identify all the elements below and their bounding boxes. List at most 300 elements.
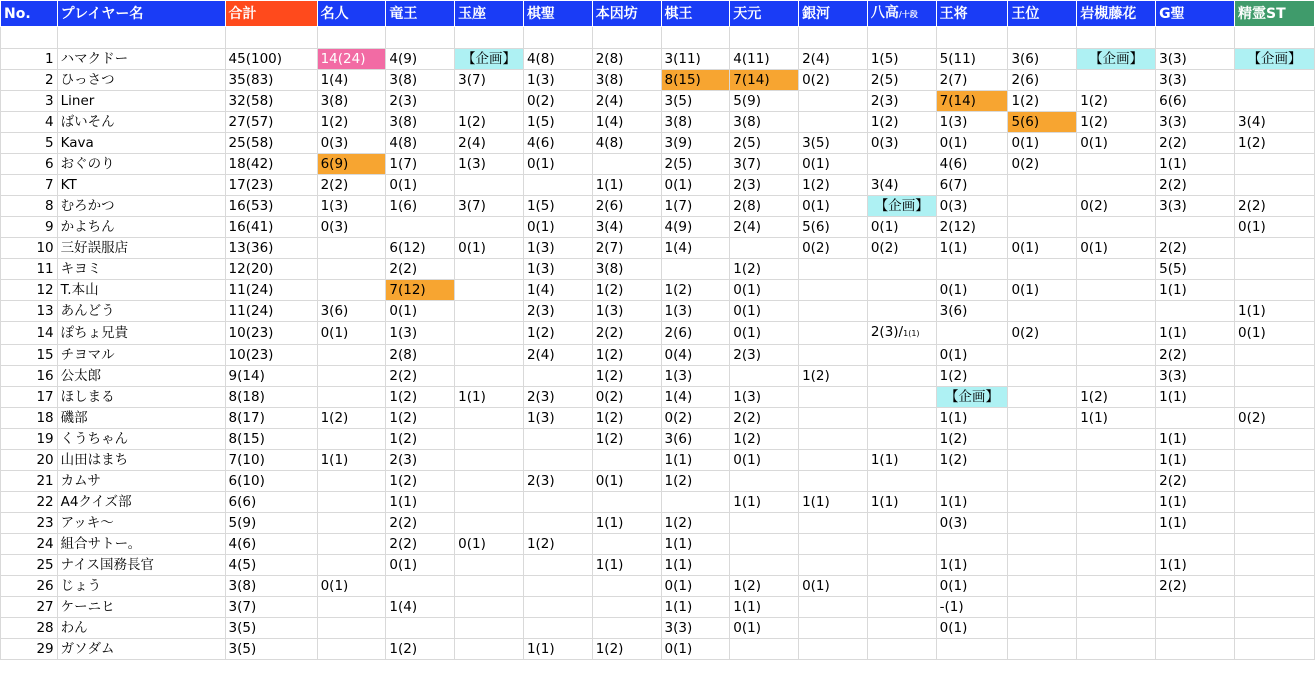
cell-kisei[interactable] (523, 154, 592, 175)
cell-honinbou[interactable] (592, 259, 661, 280)
row-number-cell[interactable]: 15 (1, 345, 58, 366)
cell-tengen[interactable] (730, 259, 799, 280)
cell-honinbou[interactable] (592, 91, 661, 112)
cell-honinbou[interactable] (592, 513, 661, 534)
cell-meijin[interactable] (317, 513, 386, 534)
cell-ginga[interactable] (799, 534, 868, 555)
cell-seirei-st[interactable] (1235, 387, 1315, 408)
cell-gyokuza[interactable] (455, 238, 524, 259)
cell-oui[interactable] (1008, 133, 1077, 154)
cell-gyokuza[interactable] (455, 471, 524, 492)
cell-seirei-st[interactable] (1235, 534, 1315, 555)
cell-meijin[interactable] (317, 618, 386, 639)
cell-kisei[interactable] (523, 301, 592, 322)
cell-hakkou[interactable] (867, 639, 936, 660)
cell-oushou[interactable] (936, 387, 1008, 408)
cell-ryuou[interactable] (386, 133, 455, 154)
cell-hakkou[interactable] (867, 471, 936, 492)
cell-gyokuza[interactable] (455, 387, 524, 408)
cell-meijin[interactable] (317, 154, 386, 175)
cell-kisei[interactable] (523, 196, 592, 217)
cell-honinbou[interactable] (592, 154, 661, 175)
cell-tengen[interactable] (730, 366, 799, 387)
cell-ryuou[interactable] (386, 408, 455, 429)
cell-iwatsuki[interactable] (1077, 301, 1156, 322)
player-name-cell[interactable] (57, 70, 225, 91)
cell-tengen[interactable] (730, 387, 799, 408)
cell-meijin[interactable] (317, 555, 386, 576)
cell-gyokuza[interactable] (455, 280, 524, 301)
player-name-cell[interactable] (57, 345, 225, 366)
empty-cell[interactable] (1008, 27, 1077, 49)
empty-cell[interactable] (1156, 27, 1235, 49)
cell-g-sei[interactable] (1156, 301, 1235, 322)
cell-tengen[interactable] (730, 429, 799, 450)
cell-g-sei[interactable] (1156, 322, 1235, 345)
cell-g-sei[interactable] (1156, 154, 1235, 175)
cell-hakkou[interactable] (867, 91, 936, 112)
cell-kisei[interactable] (523, 112, 592, 133)
row-number-cell[interactable]: 28 (1, 618, 58, 639)
header-kisei[interactable] (523, 1, 592, 27)
header-tengen[interactable] (730, 1, 799, 27)
cell-oui[interactable] (1008, 429, 1077, 450)
cell-total[interactable] (225, 70, 317, 91)
cell-meijin[interactable] (317, 366, 386, 387)
empty-cell[interactable] (1077, 27, 1156, 49)
cell-honinbou[interactable] (592, 576, 661, 597)
cell-gyokuza[interactable] (455, 513, 524, 534)
cell-hakkou[interactable] (867, 345, 936, 366)
cell-total[interactable] (225, 49, 317, 70)
empty-cell[interactable] (592, 27, 661, 49)
cell-ginga[interactable] (799, 175, 868, 196)
cell-total[interactable] (225, 112, 317, 133)
cell-honinbou[interactable] (592, 492, 661, 513)
cell-ryuou[interactable] (386, 259, 455, 280)
cell-gyokuza[interactable] (455, 618, 524, 639)
cell-iwatsuki[interactable] (1077, 238, 1156, 259)
cell-oushou[interactable] (936, 618, 1008, 639)
cell-gyokuza[interactable] (455, 534, 524, 555)
cell-hakkou[interactable] (867, 408, 936, 429)
player-name-cell[interactable] (57, 217, 225, 238)
cell-kisei[interactable] (523, 175, 592, 196)
cell-gyokuza[interactable] (455, 555, 524, 576)
cell-oui[interactable] (1008, 280, 1077, 301)
cell-hakkou[interactable] (867, 301, 936, 322)
cell-kiou[interactable] (661, 408, 730, 429)
cell-meijin[interactable] (317, 322, 386, 345)
cell-ryuou[interactable] (386, 91, 455, 112)
cell-honinbou[interactable] (592, 555, 661, 576)
cell-oushou[interactable] (936, 345, 1008, 366)
row-number-cell[interactable]: 10 (1, 238, 58, 259)
cell-tengen[interactable] (730, 175, 799, 196)
cell-iwatsuki[interactable] (1077, 576, 1156, 597)
cell-tengen[interactable] (730, 408, 799, 429)
cell-meijin[interactable] (317, 175, 386, 196)
cell-hakkou[interactable] (867, 133, 936, 154)
cell-ryuou[interactable] (386, 49, 455, 70)
cell-ryuou[interactable] (386, 301, 455, 322)
cell-tengen[interactable] (730, 238, 799, 259)
header-total[interactable] (225, 1, 317, 27)
row-number-cell[interactable]: 25 (1, 555, 58, 576)
cell-hakkou[interactable] (867, 492, 936, 513)
row-number-cell[interactable]: 1 (1, 49, 58, 70)
cell-seirei-st[interactable] (1235, 492, 1315, 513)
cell-seirei-st[interactable] (1235, 112, 1315, 133)
cell-g-sei[interactable] (1156, 387, 1235, 408)
cell-hakkou[interactable] (867, 450, 936, 471)
empty-cell[interactable] (317, 27, 386, 49)
cell-oushou[interactable] (936, 471, 1008, 492)
cell-tengen[interactable] (730, 112, 799, 133)
cell-meijin[interactable] (317, 301, 386, 322)
cell-oui[interactable] (1008, 196, 1077, 217)
cell-g-sei[interactable] (1156, 70, 1235, 91)
cell-meijin[interactable] (317, 345, 386, 366)
cell-honinbou[interactable] (592, 639, 661, 660)
cell-tengen[interactable] (730, 555, 799, 576)
cell-seirei-st[interactable] (1235, 555, 1315, 576)
cell-oui[interactable] (1008, 154, 1077, 175)
cell-kiou[interactable] (661, 597, 730, 618)
row-number-cell[interactable]: 27 (1, 597, 58, 618)
row-number-cell[interactable]: 14 (1, 322, 58, 345)
cell-hakkou[interactable] (867, 555, 936, 576)
empty-cell[interactable] (57, 27, 225, 49)
cell-kisei[interactable] (523, 618, 592, 639)
cell-g-sei[interactable] (1156, 492, 1235, 513)
cell-kiou[interactable] (661, 133, 730, 154)
cell-iwatsuki[interactable] (1077, 639, 1156, 660)
cell-g-sei[interactable] (1156, 618, 1235, 639)
cell-iwatsuki[interactable] (1077, 175, 1156, 196)
cell-oui[interactable] (1008, 471, 1077, 492)
cell-hakkou[interactable] (867, 49, 936, 70)
empty-cell[interactable] (386, 27, 455, 49)
cell-gyokuza[interactable] (455, 70, 524, 91)
cell-iwatsuki[interactable] (1077, 345, 1156, 366)
cell-ryuou[interactable] (386, 639, 455, 660)
cell-iwatsuki[interactable] (1077, 154, 1156, 175)
cell-ryuou[interactable] (386, 471, 455, 492)
player-name-cell[interactable] (57, 301, 225, 322)
cell-kisei[interactable] (523, 133, 592, 154)
cell-oui[interactable] (1008, 345, 1077, 366)
cell-seirei-st[interactable] (1235, 576, 1315, 597)
cell-g-sei[interactable] (1156, 217, 1235, 238)
header-oushou[interactable] (936, 1, 1008, 27)
cell-oui[interactable] (1008, 322, 1077, 345)
cell-kiou[interactable] (661, 175, 730, 196)
player-name-cell[interactable] (57, 91, 225, 112)
cell-kisei[interactable] (523, 322, 592, 345)
cell-total[interactable] (225, 259, 317, 280)
cell-meijin[interactable] (317, 471, 386, 492)
player-name-cell[interactable] (57, 429, 225, 450)
cell-gyokuza[interactable] (455, 576, 524, 597)
cell-oui[interactable] (1008, 450, 1077, 471)
cell-g-sei[interactable] (1156, 366, 1235, 387)
cell-seirei-st[interactable] (1235, 322, 1315, 345)
cell-hakkou[interactable] (867, 259, 936, 280)
row-number-cell[interactable]: 4 (1, 112, 58, 133)
cell-meijin[interactable] (317, 196, 386, 217)
cell-oushou[interactable] (936, 196, 1008, 217)
cell-seirei-st[interactable] (1235, 154, 1315, 175)
cell-gyokuza[interactable] (455, 217, 524, 238)
player-name-cell[interactable] (57, 175, 225, 196)
cell-seirei-st[interactable] (1235, 513, 1315, 534)
cell-gyokuza[interactable] (455, 450, 524, 471)
cell-ginga[interactable] (799, 576, 868, 597)
cell-hakkou[interactable] (867, 70, 936, 91)
cell-total[interactable] (225, 175, 317, 196)
header-seirei-st[interactable] (1235, 1, 1315, 27)
cell-kisei[interactable] (523, 576, 592, 597)
cell-hakkou[interactable] (867, 513, 936, 534)
cell-tengen[interactable] (730, 597, 799, 618)
player-name-cell[interactable] (57, 408, 225, 429)
empty-cell[interactable] (1235, 27, 1315, 49)
cell-iwatsuki[interactable] (1077, 471, 1156, 492)
cell-honinbou[interactable] (592, 366, 661, 387)
cell-oui[interactable] (1008, 618, 1077, 639)
row-number-cell[interactable]: 3 (1, 91, 58, 112)
cell-kisei[interactable] (523, 49, 592, 70)
cell-oushou[interactable] (936, 112, 1008, 133)
player-name-cell[interactable] (57, 576, 225, 597)
row-number-cell[interactable]: 29 (1, 639, 58, 660)
cell-kiou[interactable] (661, 238, 730, 259)
cell-g-sei[interactable] (1156, 259, 1235, 280)
player-name-cell[interactable] (57, 513, 225, 534)
header-hakkou[interactable] (867, 1, 936, 27)
cell-oushou[interactable] (936, 492, 1008, 513)
cell-total[interactable] (225, 513, 317, 534)
cell-seirei-st[interactable] (1235, 408, 1315, 429)
cell-gyokuza[interactable] (455, 154, 524, 175)
cell-total[interactable] (225, 576, 317, 597)
cell-g-sei[interactable] (1156, 408, 1235, 429)
cell-iwatsuki[interactable] (1077, 429, 1156, 450)
cell-total[interactable] (225, 217, 317, 238)
header-honinbou[interactable] (592, 1, 661, 27)
player-name-cell[interactable] (57, 196, 225, 217)
cell-g-sei[interactable] (1156, 133, 1235, 154)
cell-kisei[interactable] (523, 408, 592, 429)
cell-kiou[interactable] (661, 513, 730, 534)
cell-ryuou[interactable] (386, 112, 455, 133)
cell-hakkou[interactable] (867, 238, 936, 259)
player-name-cell[interactable] (57, 597, 225, 618)
cell-oushou[interactable] (936, 301, 1008, 322)
cell-total[interactable] (225, 471, 317, 492)
cell-oui[interactable] (1008, 597, 1077, 618)
cell-ryuou[interactable] (386, 70, 455, 91)
cell-kisei[interactable] (523, 259, 592, 280)
player-name-cell[interactable] (57, 322, 225, 345)
cell-ginga[interactable] (799, 471, 868, 492)
cell-tengen[interactable] (730, 217, 799, 238)
row-number-cell[interactable]: 11 (1, 259, 58, 280)
row-number-cell[interactable]: 8 (1, 196, 58, 217)
cell-oushou[interactable] (936, 133, 1008, 154)
cell-kiou[interactable] (661, 217, 730, 238)
cell-kiou[interactable] (661, 259, 730, 280)
cell-ginga[interactable] (799, 280, 868, 301)
row-number-cell[interactable]: 6 (1, 154, 58, 175)
cell-total[interactable] (225, 492, 317, 513)
cell-iwatsuki[interactable] (1077, 280, 1156, 301)
header-no[interactable] (1, 1, 58, 27)
cell-tengen[interactable] (730, 492, 799, 513)
cell-honinbou[interactable] (592, 450, 661, 471)
cell-total[interactable] (225, 450, 317, 471)
cell-gyokuza[interactable] (455, 91, 524, 112)
player-name-cell[interactable] (57, 492, 225, 513)
cell-hakkou[interactable] (867, 322, 936, 345)
empty-cell[interactable] (523, 27, 592, 49)
player-name-cell[interactable] (57, 112, 225, 133)
cell-honinbou[interactable] (592, 408, 661, 429)
cell-seirei-st[interactable] (1235, 345, 1315, 366)
empty-cell[interactable] (455, 27, 524, 49)
header-meijin[interactable] (317, 1, 386, 27)
cell-tengen[interactable] (730, 322, 799, 345)
cell-ryuou[interactable] (386, 576, 455, 597)
cell-seirei-st[interactable] (1235, 196, 1315, 217)
cell-hakkou[interactable] (867, 387, 936, 408)
cell-oushou[interactable] (936, 70, 1008, 91)
cell-oushou[interactable] (936, 154, 1008, 175)
cell-meijin[interactable] (317, 280, 386, 301)
cell-iwatsuki[interactable] (1077, 387, 1156, 408)
cell-gyokuza[interactable] (455, 322, 524, 345)
cell-iwatsuki[interactable] (1077, 513, 1156, 534)
cell-seirei-st[interactable] (1235, 301, 1315, 322)
cell-honinbou[interactable] (592, 429, 661, 450)
cell-oushou[interactable] (936, 408, 1008, 429)
cell-seirei-st[interactable] (1235, 366, 1315, 387)
empty-cell[interactable] (799, 27, 868, 49)
cell-seirei-st[interactable] (1235, 70, 1315, 91)
cell-iwatsuki[interactable] (1077, 450, 1156, 471)
cell-gyokuza[interactable] (455, 366, 524, 387)
cell-ginga[interactable] (799, 322, 868, 345)
cell-total[interactable] (225, 322, 317, 345)
cell-seirei-st[interactable] (1235, 597, 1315, 618)
cell-total[interactable] (225, 534, 317, 555)
cell-ginga[interactable] (799, 387, 868, 408)
cell-ryuou[interactable] (386, 618, 455, 639)
cell-total[interactable] (225, 555, 317, 576)
cell-meijin[interactable] (317, 597, 386, 618)
cell-oui[interactable] (1008, 513, 1077, 534)
cell-kisei[interactable] (523, 639, 592, 660)
empty-cell[interactable] (1, 27, 58, 49)
cell-hakkou[interactable] (867, 280, 936, 301)
cell-ginga[interactable] (799, 133, 868, 154)
cell-kisei[interactable] (523, 387, 592, 408)
cell-kisei[interactable] (523, 70, 592, 91)
cell-total[interactable] (225, 238, 317, 259)
row-number-cell[interactable]: 24 (1, 534, 58, 555)
cell-iwatsuki[interactable] (1077, 534, 1156, 555)
cell-ginga[interactable] (799, 450, 868, 471)
player-name-cell[interactable] (57, 618, 225, 639)
player-name-cell[interactable] (57, 450, 225, 471)
cell-gyokuza[interactable] (455, 301, 524, 322)
player-name-cell[interactable] (57, 366, 225, 387)
cell-meijin[interactable] (317, 91, 386, 112)
cell-honinbou[interactable] (592, 618, 661, 639)
cell-total[interactable] (225, 280, 317, 301)
row-number-cell[interactable]: 9 (1, 217, 58, 238)
cell-ginga[interactable] (799, 408, 868, 429)
cell-oui[interactable] (1008, 91, 1077, 112)
cell-kiou[interactable] (661, 366, 730, 387)
cell-kisei[interactable] (523, 555, 592, 576)
cell-oui[interactable] (1008, 576, 1077, 597)
cell-oui[interactable] (1008, 492, 1077, 513)
cell-g-sei[interactable] (1156, 175, 1235, 196)
cell-oui[interactable] (1008, 238, 1077, 259)
cell-total[interactable] (225, 133, 317, 154)
player-name-cell[interactable] (57, 49, 225, 70)
cell-kiou[interactable] (661, 471, 730, 492)
empty-cell[interactable] (867, 27, 936, 49)
cell-ginga[interactable] (799, 91, 868, 112)
cell-oushou[interactable] (936, 280, 1008, 301)
cell-meijin[interactable] (317, 387, 386, 408)
cell-oui[interactable] (1008, 639, 1077, 660)
cell-tengen[interactable] (730, 154, 799, 175)
cell-kiou[interactable] (661, 322, 730, 345)
cell-honinbou[interactable] (592, 534, 661, 555)
cell-hakkou[interactable] (867, 618, 936, 639)
cell-oushou[interactable] (936, 555, 1008, 576)
cell-total[interactable] (225, 154, 317, 175)
cell-seirei-st[interactable] (1235, 471, 1315, 492)
cell-kisei[interactable] (523, 366, 592, 387)
cell-kisei[interactable] (523, 492, 592, 513)
cell-gyokuza[interactable] (455, 639, 524, 660)
cell-hakkou[interactable] (867, 217, 936, 238)
cell-gyokuza[interactable] (455, 49, 524, 70)
cell-kiou[interactable] (661, 450, 730, 471)
cell-total[interactable] (225, 429, 317, 450)
row-number-cell[interactable]: 2 (1, 70, 58, 91)
cell-meijin[interactable] (317, 534, 386, 555)
cell-oushou[interactable] (936, 639, 1008, 660)
cell-total[interactable] (225, 618, 317, 639)
cell-oushou[interactable] (936, 91, 1008, 112)
cell-oui[interactable] (1008, 70, 1077, 91)
cell-iwatsuki[interactable] (1077, 492, 1156, 513)
header-g-sei[interactable] (1156, 1, 1235, 27)
cell-honinbou[interactable] (592, 70, 661, 91)
player-name-cell[interactable] (57, 259, 225, 280)
cell-gyokuza[interactable] (455, 112, 524, 133)
cell-oui[interactable] (1008, 217, 1077, 238)
cell-ginga[interactable] (799, 513, 868, 534)
cell-gyokuza[interactable] (455, 408, 524, 429)
cell-meijin[interactable] (317, 639, 386, 660)
